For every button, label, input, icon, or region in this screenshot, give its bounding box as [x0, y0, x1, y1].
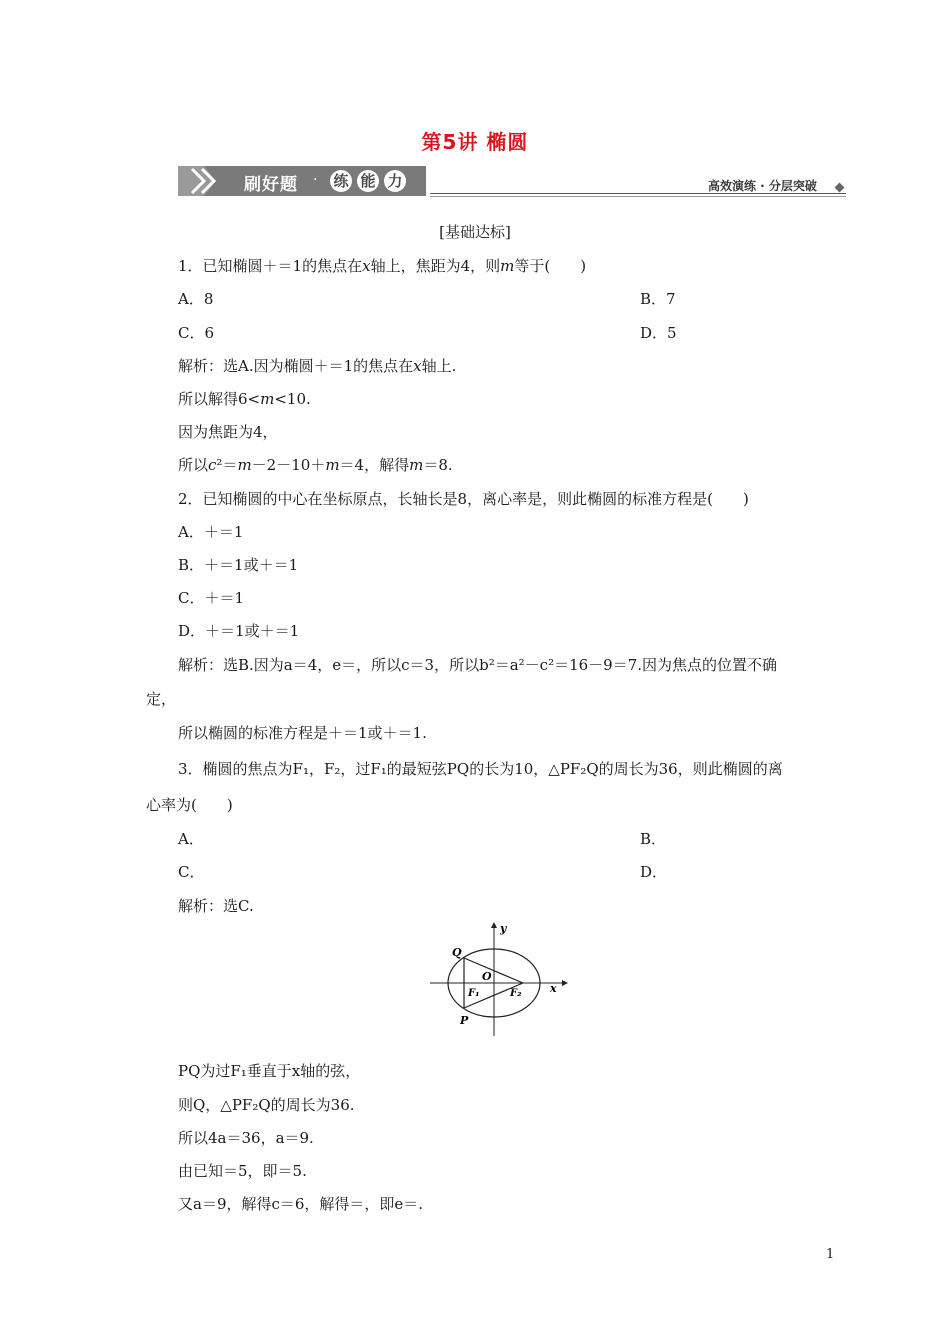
q1-solution-line-2: 所以解得6<m<10. — [178, 390, 311, 408]
diamond-icon — [835, 183, 845, 193]
q1-stem: 1．已知椭圆＋＝1的焦点在x轴上，焦距为4，则m等于( ) — [178, 257, 587, 275]
q3-solution-line-3: 所以4a＝36，a＝9. — [178, 1129, 314, 1147]
q3-solution-line-1: PQ为过F₁垂直于x轴的弦， — [178, 1062, 361, 1080]
q3-stem-line-1: 3．椭圆的焦点为F₁，F₂，过F₁的最短弦PQ的长为10，△PF₂Q的周长为36，则此椭圆的离 — [178, 760, 783, 778]
q3-option-b: B． — [640, 830, 667, 848]
q2-solution-line-1: 解析：选B.因为a＝4，e＝，所以c＝3，所以b²＝a²－c²＝16－9＝7.因为焦点的位置不确 — [178, 656, 778, 674]
label-q: Q — [452, 946, 462, 959]
q2-solution-line-2: 定， — [146, 690, 177, 708]
q3-solution-line-5: 又a＝9，解得c＝6，解得＝，即e＝. — [178, 1195, 424, 1213]
q2-option-a: A．＋＝1 — [178, 523, 244, 541]
q1-solution-line-4: 所以c²＝m－2－10＋m＝4，解得m＝8. — [178, 456, 453, 474]
label-f2: F₂ — [510, 988, 522, 999]
q3-option-a: A． — [178, 830, 204, 848]
q2-stem: 2．已知椭圆的中心在坐标原点，长轴长是8，离心率是，则此椭圆的标准方程是( ) — [178, 490, 749, 508]
banner-char-2: 能 — [357, 170, 379, 192]
banner-label: 刷好题 — [244, 175, 298, 195]
label-f1: F₁ — [468, 988, 480, 999]
section-heading: [基础达标] — [439, 223, 511, 241]
page-title: 第5讲 椭圆 — [421, 130, 529, 154]
q3-stem-line-2: 心率为( ) — [146, 796, 233, 814]
q2-option-b: B．＋＝1或＋＝1 — [178, 556, 299, 574]
y-axis-arrow — [491, 922, 497, 928]
q3-option-c: C． — [178, 863, 205, 881]
page-number: 1 — [826, 1247, 835, 1262]
label-p: P — [460, 1014, 469, 1027]
banner-char-3: 力 — [384, 170, 406, 192]
q1-solution-line-3: 因为焦距为4， — [178, 423, 278, 441]
q1-solution-line-1: 解析：选A.因为椭圆＋＝1的焦点在x轴上. — [178, 357, 457, 375]
label-o: O — [482, 970, 492, 983]
header-rule-thin — [430, 196, 846, 197]
q2-option-d: D．＋＝1或＋＝1 — [178, 622, 300, 640]
q3-option-d: D． — [640, 863, 668, 881]
q3-solution-intro: 解析：选C. — [178, 897, 254, 915]
label-y: y — [500, 922, 507, 935]
q1-option-a: A．8 — [178, 290, 214, 308]
q2-solution-line-3: 所以椭圆的标准方程是＋＝1或＋＝1. — [178, 724, 427, 742]
banner-right-tag: 高效演练 · 分层突破 — [708, 179, 817, 193]
q2-option-c: C．＋＝1 — [178, 589, 245, 607]
label-x: x — [550, 982, 557, 995]
q3-solution-line-2: 则Q，△PF₂Q的周长为36. — [178, 1096, 355, 1114]
q1-option-c: C．6 — [178, 324, 215, 342]
q3-solution-line-4: 由已知＝5，即＝5. — [178, 1162, 307, 1180]
x-axis-arrow — [562, 980, 568, 986]
q1-option-b: B．7 — [640, 290, 676, 308]
banner-char-1: 练 — [330, 170, 352, 192]
ellipse-figure — [420, 918, 570, 1040]
banner-separator: · — [313, 172, 318, 188]
q1-option-d: D．5 — [640, 324, 677, 342]
